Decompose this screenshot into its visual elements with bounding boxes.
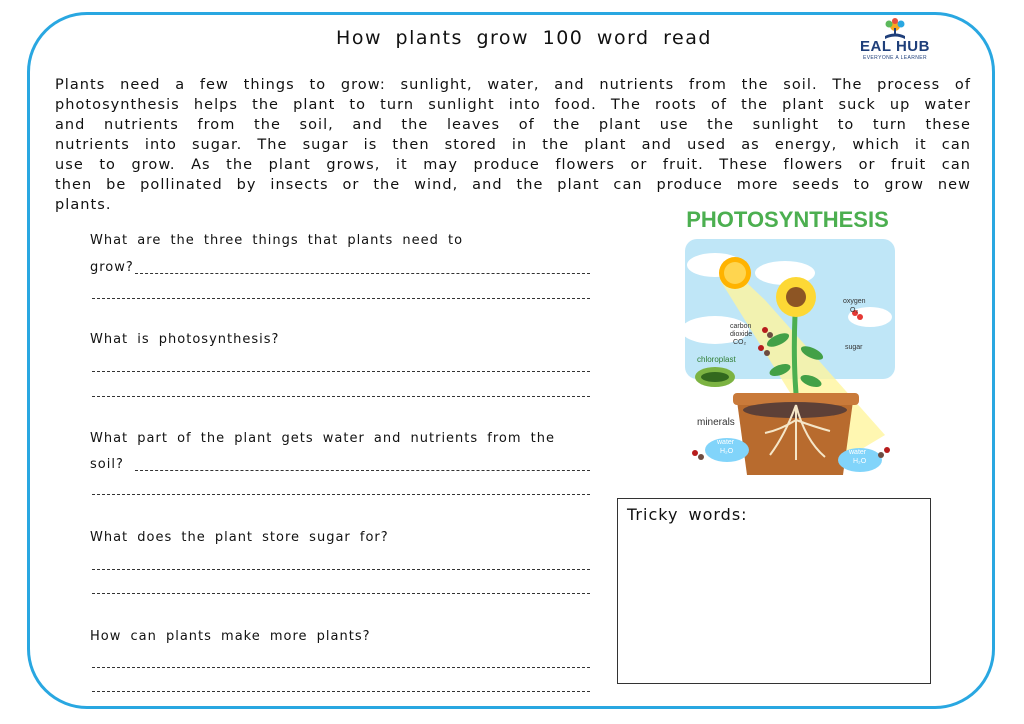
passage-line: use to grow. As the plant grows, it may produce flowers or fruit. These flowers or fruit can: [55, 157, 971, 173]
passage-line: then be pollinated by insects or the wind, and the plant can produce more seeds to grow new: [55, 177, 971, 193]
sunflower-icon: [776, 277, 816, 317]
label-o2: O₂: [850, 307, 859, 314]
passage-line: and nutrients from the soil, and the leaves of the plant use the sunlight to turn these: [55, 117, 971, 133]
label-sugar: sugar: [845, 344, 863, 351]
photosynthesis-diagram: [675, 205, 900, 483]
label-chloroplast: chloroplast: [697, 355, 736, 364]
label-water-right: water: [849, 449, 867, 456]
question-3-line-1: What part of the plant gets water and nutrients from the: [90, 431, 556, 446]
answer-line[interactable]: [92, 691, 590, 692]
answer-line[interactable]: [92, 494, 590, 495]
question-3-line-2: soil?: [90, 457, 124, 472]
figure-title: PHOTOSYNTHESIS: [686, 207, 889, 232]
passage-line: Plants need a few things to grow: sunlight, water, and nutrients from the soil. The process of: [55, 77, 971, 93]
plant-illustration: [675, 205, 900, 483]
answer-line[interactable]: [92, 371, 590, 372]
question-5: How can plants make more plants?: [90, 629, 371, 644]
passage-line: nutrients into sugar. The sugar is then stored in the plant and used as energy, which it can: [55, 137, 971, 153]
question-2: What is photosynthesis?: [90, 332, 280, 347]
answer-line[interactable]: [135, 273, 590, 274]
label-water-left: water: [717, 439, 735, 446]
label-carbon: carbon: [730, 323, 752, 330]
passage-line: plants.: [55, 197, 112, 213]
tricky-words-box[interactable]: [617, 498, 931, 684]
reading-passage: [55, 75, 971, 215]
question-1-line-2: grow?: [90, 260, 134, 275]
eal-hub-logo: [850, 18, 940, 64]
answer-line[interactable]: [92, 569, 590, 570]
label-minerals: minerals: [697, 417, 735, 428]
answer-line[interactable]: [92, 298, 590, 299]
passage-line: photosynthesis helps the plant to turn sunlight into food. The roots of the plant suck up water: [55, 97, 971, 113]
label-oxygen: oxygen: [843, 298, 866, 305]
answer-line[interactable]: [92, 667, 590, 668]
answer-line[interactable]: [135, 470, 590, 471]
label-h2o-right: H₂O: [853, 458, 867, 465]
question-1-line-1: What are the three things that plants need to: [90, 233, 464, 248]
logo-tagline: EVERYONE A LEARNER: [862, 55, 928, 61]
question-4: What does the plant store sugar for?: [90, 530, 389, 545]
logo-name: EAL HUB: [860, 38, 930, 55]
tricky-words-label: Tricky words:: [627, 505, 748, 524]
answer-line[interactable]: [92, 396, 590, 397]
label-h2o-left: H₂O: [720, 448, 734, 455]
answer-line[interactable]: [92, 593, 590, 594]
label-dioxide: dioxide: [730, 331, 753, 338]
label-co2: CO₂: [733, 339, 747, 346]
page-title: How plants grow 100 word read: [336, 27, 712, 49]
book-tree-icon: [880, 18, 910, 42]
